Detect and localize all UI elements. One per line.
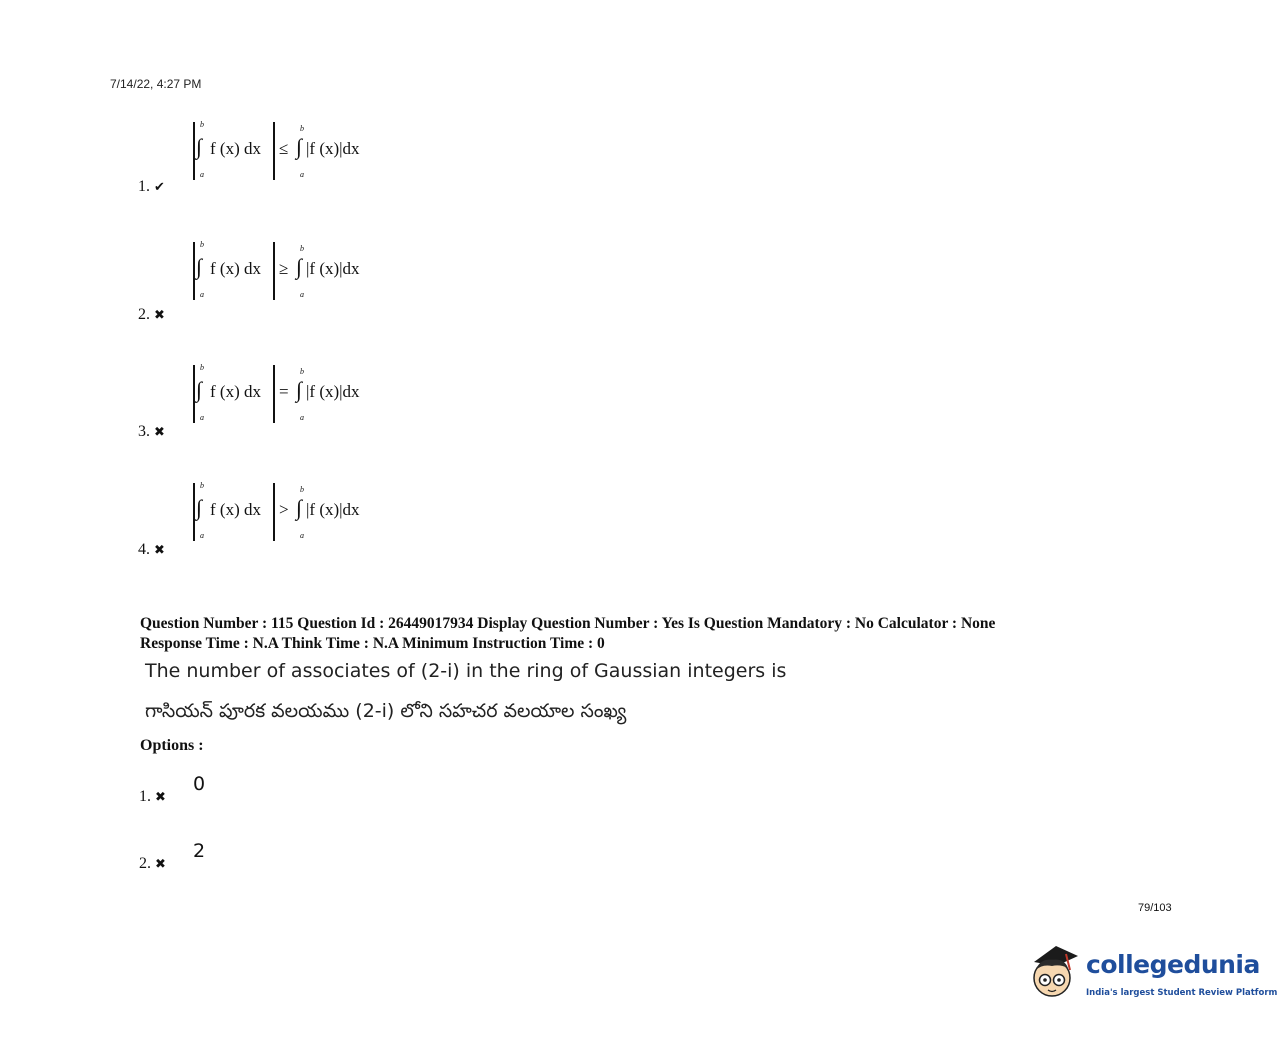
cross-icon: ✖ [154,542,165,557]
cross-icon: ✖ [155,789,166,804]
formula: b ∫ a f (x) dx = b ∫ a |f (x)|dx [193,361,393,425]
print-timestamp: 7/14/22, 4:27 PM [110,77,202,91]
cross-icon: ✖ [154,424,165,439]
cross-icon: ✖ [154,307,165,322]
answer-option-2-value: 2 [193,840,206,862]
logo-tagline: India's largest Student Review Platform [1086,988,1278,998]
collegedunia-logo [1026,940,1278,1010]
page-number: 79/103 [1138,902,1172,914]
formula: b ∫ a f (x) dx ≥ b ∫ a |f (x)|dx [193,238,393,302]
option-number: 1. ✔ [138,178,165,195]
answer-option-2: 2. ✖ [139,855,166,872]
answer-option-1: 1. ✖ [139,788,166,805]
check-icon: ✔ [154,179,165,194]
question-meta [140,614,1140,654]
answer-option-1-value: 0 [193,773,206,795]
question-meta-line-2: Response Time : N.A Think Time : N.A Minimum Instruction Time : 0 [140,635,605,652]
option-number: 2. ✖ [138,306,165,323]
formula: b ∫ a f (x) dx > b ∫ a |f (x)|dx [193,479,393,543]
option-number: 4. ✖ [138,541,165,558]
logo-wordmark: collegedunia [1086,950,1260,979]
question-text-telugu: గాసియన్ పూరక వలయము (2-i) లోని సహచర వలయాల సంఖ్య [145,700,627,722]
formula: b ∫ a f (x) dx ≤ b ∫ a |f (x)|dx [193,118,393,182]
mascot-icon [1026,940,1086,1010]
option-number: 3. ✖ [138,423,165,440]
question-meta-line-1: Question Number : 115 Question Id : 26449017934 Display Question Number : Yes Is Question Mandatory : No Calculator : None [140,615,996,632]
question-text-english: The number of associates of (2-i) in the ring of Gaussian integers is [145,660,787,682]
cross-icon: ✖ [155,856,166,871]
options-label: Options : [140,737,204,754]
